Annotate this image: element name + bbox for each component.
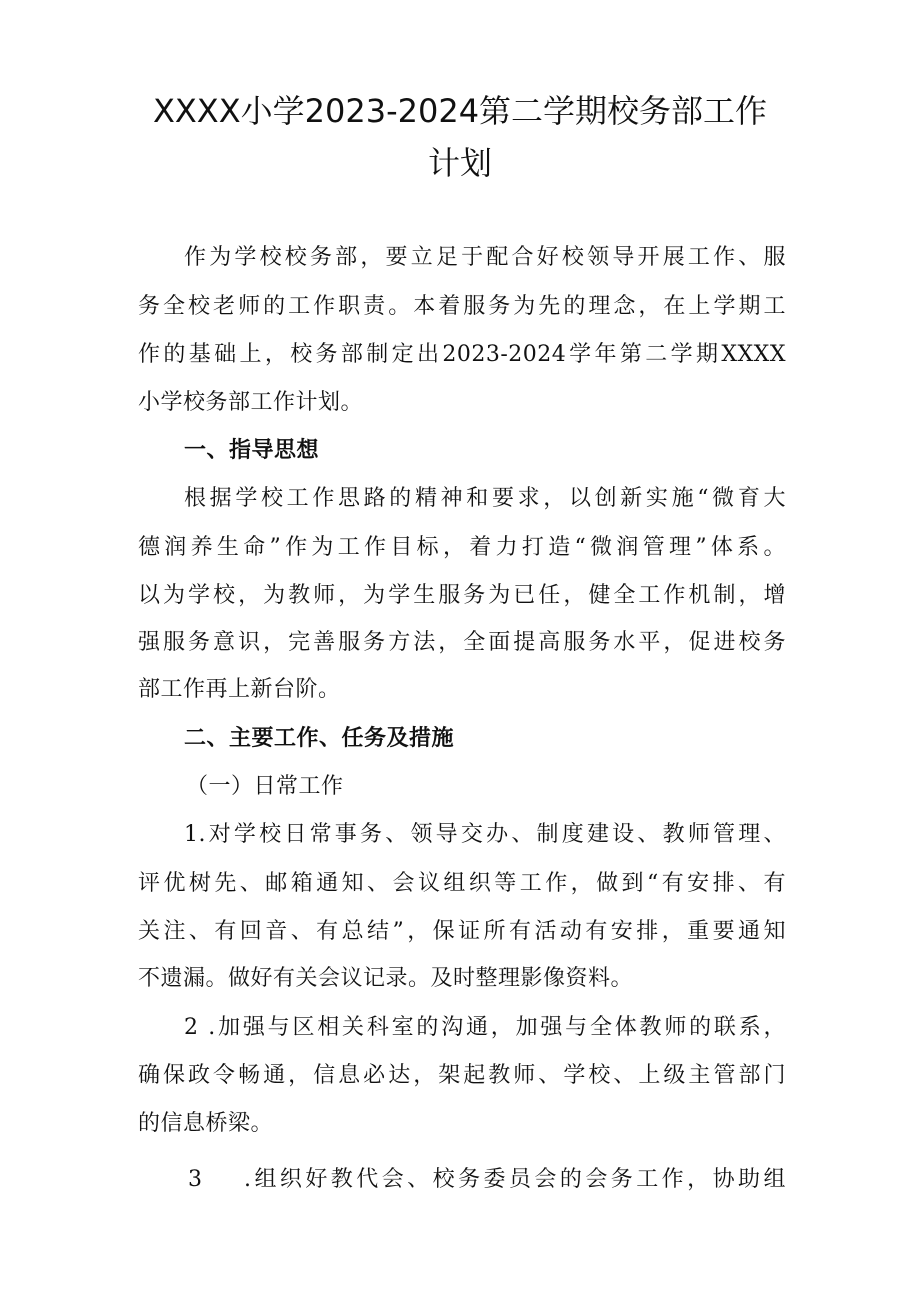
item-2-line-2: 确保政令畅通，信息必达，架起教师、学校、上级主管部门	[138, 1063, 786, 1088]
item-3-line-1: .组织好教代会、校务委员会的会务工作，协助组	[244, 1167, 786, 1192]
item-3-number: 3	[188, 1167, 202, 1192]
section-1-line-2: 德润养生命”作为工作目标，着力打造“微润管理”体系。	[138, 535, 786, 560]
section-1-line-3: 以为学校，为教师，为学生服务为已任，健全工作机制，增	[138, 583, 786, 608]
section-2-subheading: （一）日常工作	[186, 774, 344, 799]
intro-line-4: 小学校务部工作计划。	[138, 390, 364, 415]
section-1-heading: 一、指导思想	[184, 438, 320, 463]
section-2-heading: 二、主要工作、任务及措施	[184, 726, 455, 751]
item-1-line-3: 关注、有回音、有总结”，保证所有活动有安排，重要通知	[138, 919, 786, 944]
document-title-line-2: 计划	[427, 144, 492, 182]
item-1-line-1: 1.对学校日常事务、领导交办、制度建设、教师管理、	[184, 822, 786, 847]
section-1-line-4: 强服务意识，完善服务方法，全面提高服务水平，促进校务	[138, 630, 786, 655]
section-1-line-1: 根据学校工作思路的精神和要求，以创新实施“微育大	[184, 486, 786, 511]
section-1-line-5: 部工作再上新台阶。	[138, 677, 341, 702]
document-title-line-1: XXXX小学2023-2024第二学期校务部工作	[152, 92, 768, 130]
item-2-line-1: 2 .加强与区相关科室的沟通，加强与全体教师的联系，	[184, 1015, 786, 1040]
item-1-line-2: 评优树先、邮箱通知、会议组织等工作，做到“有安排、有	[138, 871, 786, 896]
item-1-line-4: 不遗漏。做好有关会议记录。及时整理影像资料。	[138, 966, 634, 991]
item-2-line-3: 的信息桥梁。	[138, 1111, 274, 1136]
intro-line-1: 作为学校校务部，要立足于配合好校领导开展工作、服	[184, 245, 786, 270]
intro-line-3: 作的基础上，校务部制定出2023-2024学年第二学期XXXX	[138, 342, 786, 367]
intro-line-2: 务全校老师的工作职责。本着服务为先的理念，在上学期工	[138, 294, 786, 319]
